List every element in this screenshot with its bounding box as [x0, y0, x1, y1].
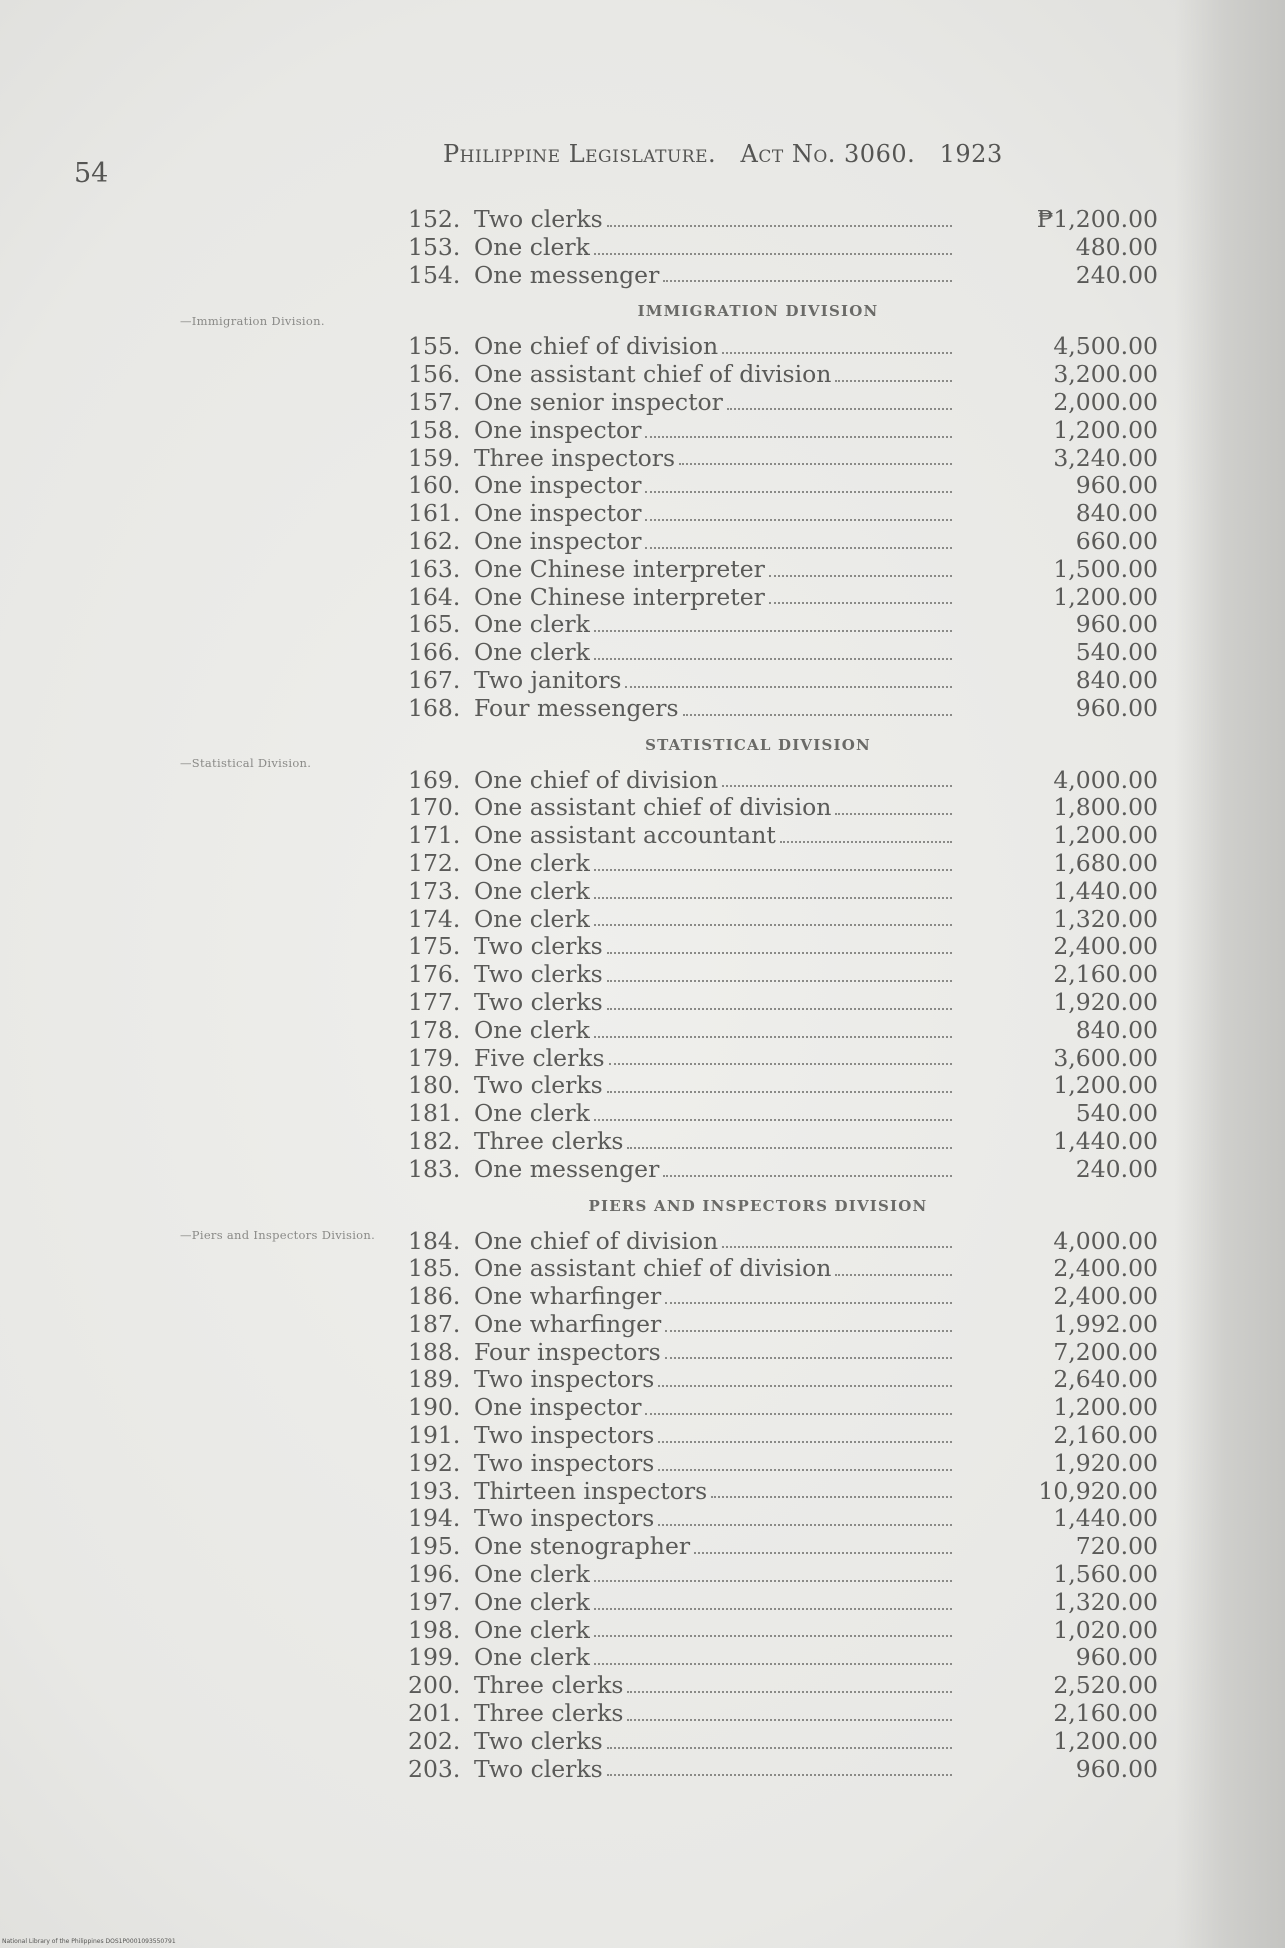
table-row — [408, 1394, 1158, 1422]
item-number: 185. — [408, 1254, 461, 1283]
table-row — [408, 262, 1158, 290]
side-note-statistical: —Statistical Division. — [180, 756, 312, 770]
item-number: 197. — [408, 1587, 461, 1616]
item-number: 163. — [408, 554, 461, 583]
item-description: One clerk — [474, 1015, 590, 1044]
dot-leader — [658, 1469, 952, 1471]
item-number: 165. — [408, 610, 461, 639]
item-number: 177. — [408, 987, 461, 1016]
dot-leader — [594, 658, 952, 660]
item-amount: ₱1,200.00 — [1036, 205, 1158, 233]
item-amount: 7,200.00 — [1053, 1337, 1158, 1366]
item-description: Two clerks — [474, 1726, 603, 1755]
section-heading: PIERS AND INSPECTORS DIVISION — [588, 1196, 928, 1215]
item-number: 200. — [408, 1671, 461, 1700]
item-number: 179. — [408, 1043, 461, 1072]
dot-leader — [625, 686, 952, 688]
dot-leader — [835, 813, 952, 815]
item-amount: 840.00 — [1075, 499, 1158, 528]
dot-leader — [663, 1175, 952, 1177]
table-row — [408, 1505, 1158, 1533]
table-row — [408, 1728, 1158, 1756]
item-amount: 2,400.00 — [1053, 1282, 1158, 1311]
dot-leader — [769, 575, 952, 577]
item-description: One Chinese interpreter — [474, 582, 765, 611]
dot-leader — [645, 547, 952, 549]
table-row — [408, 472, 1158, 500]
table-row — [408, 1533, 1158, 1561]
item-number: 178. — [408, 1015, 461, 1044]
item-number: 166. — [408, 638, 461, 667]
item-amount: 960.00 — [1075, 471, 1158, 500]
table-row — [408, 1617, 1158, 1645]
running-head-title: Philippine Legislature. — [443, 140, 717, 168]
dot-leader — [683, 714, 952, 716]
item-description: One clerk — [474, 1615, 590, 1644]
item-description: One senior inspector — [474, 387, 723, 416]
dot-leader — [835, 1274, 952, 1276]
item-number: 203. — [408, 1754, 461, 1783]
item-description: One wharfinger — [474, 1309, 662, 1338]
item-number: 198. — [408, 1615, 461, 1644]
item-number: 154. — [408, 260, 461, 289]
item-description: Five clerks — [474, 1043, 605, 1072]
dot-leader — [594, 1580, 952, 1582]
item-description: Two inspectors — [474, 1365, 655, 1394]
table-row — [408, 989, 1158, 1017]
item-description: Two inspectors — [474, 1421, 655, 1450]
table-row — [408, 333, 1158, 361]
dot-leader — [607, 1747, 952, 1749]
item-amount: 2,400.00 — [1053, 932, 1158, 961]
item-number: 171. — [408, 821, 461, 850]
item-description: Two inspectors — [474, 1504, 655, 1533]
item-amount: 660.00 — [1075, 526, 1158, 555]
dot-leader — [780, 841, 952, 843]
item-number: 180. — [408, 1071, 461, 1100]
item-amount: 4,000.00 — [1053, 765, 1158, 794]
dot-leader — [594, 253, 952, 255]
table-row — [408, 794, 1158, 822]
item-amount: 3,600.00 — [1053, 1043, 1158, 1072]
table-row — [408, 1756, 1158, 1784]
item-amount: 1,200.00 — [1053, 415, 1158, 444]
item-number: 173. — [408, 876, 461, 905]
table-row — [408, 584, 1158, 612]
table-row — [408, 206, 1158, 234]
item-description: Four messengers — [474, 693, 679, 722]
item-number: 182. — [408, 1126, 461, 1155]
item-number: 152. — [408, 205, 461, 233]
dot-leader — [711, 1496, 952, 1498]
item-number: 168. — [408, 693, 461, 722]
dot-leader — [627, 1719, 952, 1721]
item-description: One clerk — [474, 876, 590, 905]
table-row — [408, 1450, 1158, 1478]
item-amount: 1,920.00 — [1053, 1448, 1158, 1477]
side-note-piers: —Piers and Inspectors Division. — [180, 1228, 376, 1242]
item-amount: 4,500.00 — [1053, 332, 1158, 361]
item-description: One messenger — [474, 1154, 660, 1183]
dot-leader — [594, 924, 952, 926]
item-description: One clerk — [474, 1587, 590, 1616]
dot-leader — [607, 1091, 952, 1093]
table-row — [408, 1366, 1158, 1394]
item-amount: 2,160.00 — [1053, 1421, 1158, 1450]
item-amount: 2,160.00 — [1053, 1699, 1158, 1728]
item-amount: 2,000.00 — [1053, 387, 1158, 416]
item-description: Three inspectors — [474, 443, 676, 472]
page-edge-shadow — [1175, 0, 1285, 1948]
item-number: 193. — [408, 1476, 461, 1505]
item-number: 155. — [408, 332, 461, 361]
item-number: 188. — [408, 1337, 461, 1366]
item-description: Two clerks — [474, 1754, 603, 1783]
table-row — [408, 639, 1158, 667]
item-amount: 540.00 — [1075, 638, 1158, 667]
table-row — [408, 1255, 1158, 1283]
item-amount: 1,320.00 — [1053, 904, 1158, 933]
item-description: One clerk — [474, 1643, 590, 1672]
table-row — [408, 1478, 1158, 1506]
item-amount: 720.00 — [1075, 1532, 1158, 1561]
item-number: 190. — [408, 1393, 461, 1422]
item-number: 158. — [408, 415, 461, 444]
item-description: Three clerks — [474, 1126, 624, 1155]
dot-leader — [607, 1008, 952, 1010]
table-row — [408, 1422, 1158, 1450]
item-description: One assistant chief of division — [474, 793, 832, 822]
table-row — [408, 1644, 1158, 1672]
item-number: 157. — [408, 387, 461, 416]
item-number: 195. — [408, 1532, 461, 1561]
item-amount: 960.00 — [1075, 610, 1158, 639]
dot-leader — [665, 1330, 952, 1332]
dot-leader — [645, 491, 952, 493]
item-description: One stenographer — [474, 1532, 691, 1561]
item-description: Two clerks — [474, 205, 603, 233]
dot-leader — [594, 1036, 952, 1038]
table-row — [408, 822, 1158, 850]
table-row — [408, 361, 1158, 389]
item-description: One inspector — [474, 499, 642, 528]
item-number: 175. — [408, 932, 461, 961]
item-number: 164. — [408, 582, 461, 611]
item-description: One Chinese interpreter — [474, 554, 765, 583]
dot-leader — [645, 436, 952, 438]
dot-leader — [627, 1147, 952, 1149]
table-row — [408, 1228, 1158, 1256]
dot-leader — [627, 1691, 952, 1693]
item-description: One wharfinger — [474, 1282, 662, 1311]
item-description: One assistant chief of division — [474, 360, 832, 389]
item-amount: 2,520.00 — [1053, 1671, 1158, 1700]
dot-leader — [594, 1119, 952, 1121]
table-row — [408, 445, 1158, 473]
dot-leader — [609, 1063, 952, 1065]
item-number: 176. — [408, 960, 461, 989]
item-description: Two clerks — [474, 1071, 603, 1100]
item-number: 169. — [408, 765, 461, 794]
item-description: One chief of division — [474, 332, 719, 361]
item-number: 167. — [408, 665, 461, 694]
table-row — [408, 1311, 1158, 1339]
running-head — [443, 140, 1083, 168]
item-description: One inspector — [474, 415, 642, 444]
item-description: One chief of division — [474, 765, 719, 794]
item-amount: 1,680.00 — [1053, 848, 1158, 877]
item-amount: 4,000.00 — [1053, 1226, 1158, 1255]
dot-leader — [607, 980, 952, 982]
table-row — [408, 1561, 1158, 1589]
table-row — [408, 417, 1158, 445]
table-row — [408, 695, 1158, 723]
dot-leader — [607, 1774, 952, 1776]
dot-leader — [594, 1635, 952, 1637]
item-number: 187. — [408, 1309, 461, 1338]
item-amount: 2,640.00 — [1053, 1365, 1158, 1394]
item-description: Two inspectors — [474, 1448, 655, 1477]
item-amount: 1,800.00 — [1053, 793, 1158, 822]
item-number: 174. — [408, 904, 461, 933]
item-description: Thirteen inspectors — [474, 1476, 708, 1505]
dot-leader — [694, 1552, 952, 1554]
item-amount: 1,500.00 — [1053, 554, 1158, 583]
item-amount: 1,992.00 — [1053, 1309, 1158, 1338]
item-number: 153. — [408, 232, 461, 261]
item-description: One chief of division — [474, 1226, 719, 1255]
dot-leader — [722, 785, 952, 787]
item-description: One assistant accountant — [474, 821, 776, 850]
dot-leader — [665, 1357, 952, 1359]
item-amount: 3,240.00 — [1053, 443, 1158, 472]
page-number: 54 — [74, 158, 109, 189]
item-description: Two clerks — [474, 932, 603, 961]
table-row — [408, 500, 1158, 528]
table-row — [408, 1017, 1158, 1045]
item-amount: 2,160.00 — [1053, 960, 1158, 989]
dot-leader — [663, 280, 952, 282]
dot-leader — [658, 1441, 952, 1443]
table-row — [408, 1672, 1158, 1700]
table-row — [408, 933, 1158, 961]
dot-leader — [645, 1413, 952, 1415]
item-amount: 840.00 — [1075, 665, 1158, 694]
item-amount: 10,920.00 — [1038, 1476, 1158, 1505]
item-description: One clerk — [474, 848, 590, 877]
running-head-act: Act No. 3060. — [740, 140, 916, 168]
table-row — [408, 1072, 1158, 1100]
item-number: 189. — [408, 1365, 461, 1394]
item-amount: 1,200.00 — [1053, 1726, 1158, 1755]
dot-leader — [594, 1608, 952, 1610]
item-amount: 1,200.00 — [1053, 821, 1158, 850]
item-description: One clerk — [474, 610, 590, 639]
table-row — [408, 1045, 1158, 1073]
item-description: Three clerks — [474, 1671, 624, 1700]
dot-leader — [727, 408, 952, 410]
item-number: 160. — [408, 471, 461, 500]
item-number: 202. — [408, 1726, 461, 1755]
item-description: One clerk — [474, 904, 590, 933]
item-amount: 240.00 — [1075, 1154, 1158, 1183]
dot-leader — [665, 1302, 952, 1304]
item-number: 162. — [408, 526, 461, 555]
item-amount: 480.00 — [1075, 232, 1158, 261]
item-amount: 1,200.00 — [1053, 1393, 1158, 1422]
item-description: One messenger — [474, 260, 660, 289]
item-amount: 540.00 — [1075, 1099, 1158, 1128]
side-note-immigration: —Immigration Division. — [180, 314, 325, 328]
running-head-year: 1923 — [939, 140, 1003, 168]
table-row — [408, 1339, 1158, 1367]
item-number: 191. — [408, 1421, 461, 1450]
dot-leader — [607, 952, 952, 954]
item-amount: 1,560.00 — [1053, 1560, 1158, 1589]
item-number: 181. — [408, 1099, 461, 1128]
item-amount: 1,200.00 — [1053, 1071, 1158, 1100]
table-row — [408, 906, 1158, 934]
dot-leader — [658, 1385, 952, 1387]
item-amount: 1,440.00 — [1053, 1126, 1158, 1155]
item-description: Two janitors — [474, 665, 622, 694]
table-row — [408, 556, 1158, 584]
item-description: One inspector — [474, 526, 642, 555]
table-row — [408, 878, 1158, 906]
dot-leader — [769, 602, 952, 604]
table-row — [408, 767, 1158, 795]
table-row — [408, 389, 1158, 417]
dot-leader — [722, 352, 952, 354]
dot-leader — [679, 463, 952, 465]
section-heading: STATISTICAL DIVISION — [645, 735, 871, 754]
item-description: One inspector — [474, 1393, 642, 1422]
table-row — [408, 1700, 1158, 1728]
table-row — [408, 611, 1158, 639]
item-amount: 3,200.00 — [1053, 360, 1158, 389]
item-amount: 1,920.00 — [1053, 987, 1158, 1016]
item-amount: 1,440.00 — [1053, 876, 1158, 905]
dot-leader — [658, 1524, 952, 1526]
dot-leader — [722, 1246, 952, 1248]
item-number: 186. — [408, 1282, 461, 1311]
dot-leader — [835, 380, 952, 382]
item-number: 170. — [408, 793, 461, 822]
item-description: Two clerks — [474, 987, 603, 1016]
item-description: One clerk — [474, 232, 590, 261]
dot-leader — [607, 225, 952, 227]
item-number: 183. — [408, 1154, 461, 1183]
item-amount: 960.00 — [1075, 1643, 1158, 1672]
dot-leader — [594, 869, 952, 871]
table-row — [408, 528, 1158, 556]
dot-leader — [594, 1663, 952, 1665]
item-amount: 1,020.00 — [1053, 1615, 1158, 1644]
item-number: 199. — [408, 1643, 461, 1672]
table-row — [408, 850, 1158, 878]
item-description: One assistant chief of division — [474, 1254, 832, 1283]
item-amount: 2,400.00 — [1053, 1254, 1158, 1283]
item-number: 184. — [408, 1226, 461, 1255]
item-number: 192. — [408, 1448, 461, 1477]
dot-leader — [594, 897, 952, 899]
item-number: 159. — [408, 443, 461, 472]
table-row — [408, 1589, 1158, 1617]
item-amount: 960.00 — [1075, 1754, 1158, 1783]
item-amount: 840.00 — [1075, 1015, 1158, 1044]
item-description: Three clerks — [474, 1699, 624, 1728]
item-description: One inspector — [474, 471, 642, 500]
item-number: 196. — [408, 1560, 461, 1589]
item-description: Two clerks — [474, 960, 603, 989]
section-heading: IMMIGRATION DIVISION — [637, 302, 879, 321]
item-description: One clerk — [474, 1560, 590, 1589]
table-row — [408, 667, 1158, 695]
item-amount: 960.00 — [1075, 693, 1158, 722]
item-number: 194. — [408, 1504, 461, 1533]
footer-credit: National Library of the Philippines DOS1P0001093550791 — [2, 1938, 176, 1945]
item-amount: 1,200.00 — [1053, 582, 1158, 611]
dot-leader — [645, 519, 952, 521]
item-description: One clerk — [474, 1099, 590, 1128]
appropriation-list — [408, 206, 1158, 1783]
table-row — [408, 234, 1158, 262]
item-amount: 1,440.00 — [1053, 1504, 1158, 1533]
item-description: One clerk — [474, 638, 590, 667]
table-row — [408, 1156, 1158, 1184]
table-row — [408, 961, 1158, 989]
item-amount: 240.00 — [1075, 260, 1158, 289]
dot-leader — [594, 630, 952, 632]
item-number: 201. — [408, 1699, 461, 1728]
item-amount: 1,320.00 — [1053, 1587, 1158, 1616]
item-description: Four inspectors — [474, 1337, 661, 1366]
table-row — [408, 1100, 1158, 1128]
item-number: 172. — [408, 848, 461, 877]
item-number: 156. — [408, 360, 461, 389]
table-row — [408, 1283, 1158, 1311]
item-number: 161. — [408, 499, 461, 528]
table-row — [408, 1128, 1158, 1156]
